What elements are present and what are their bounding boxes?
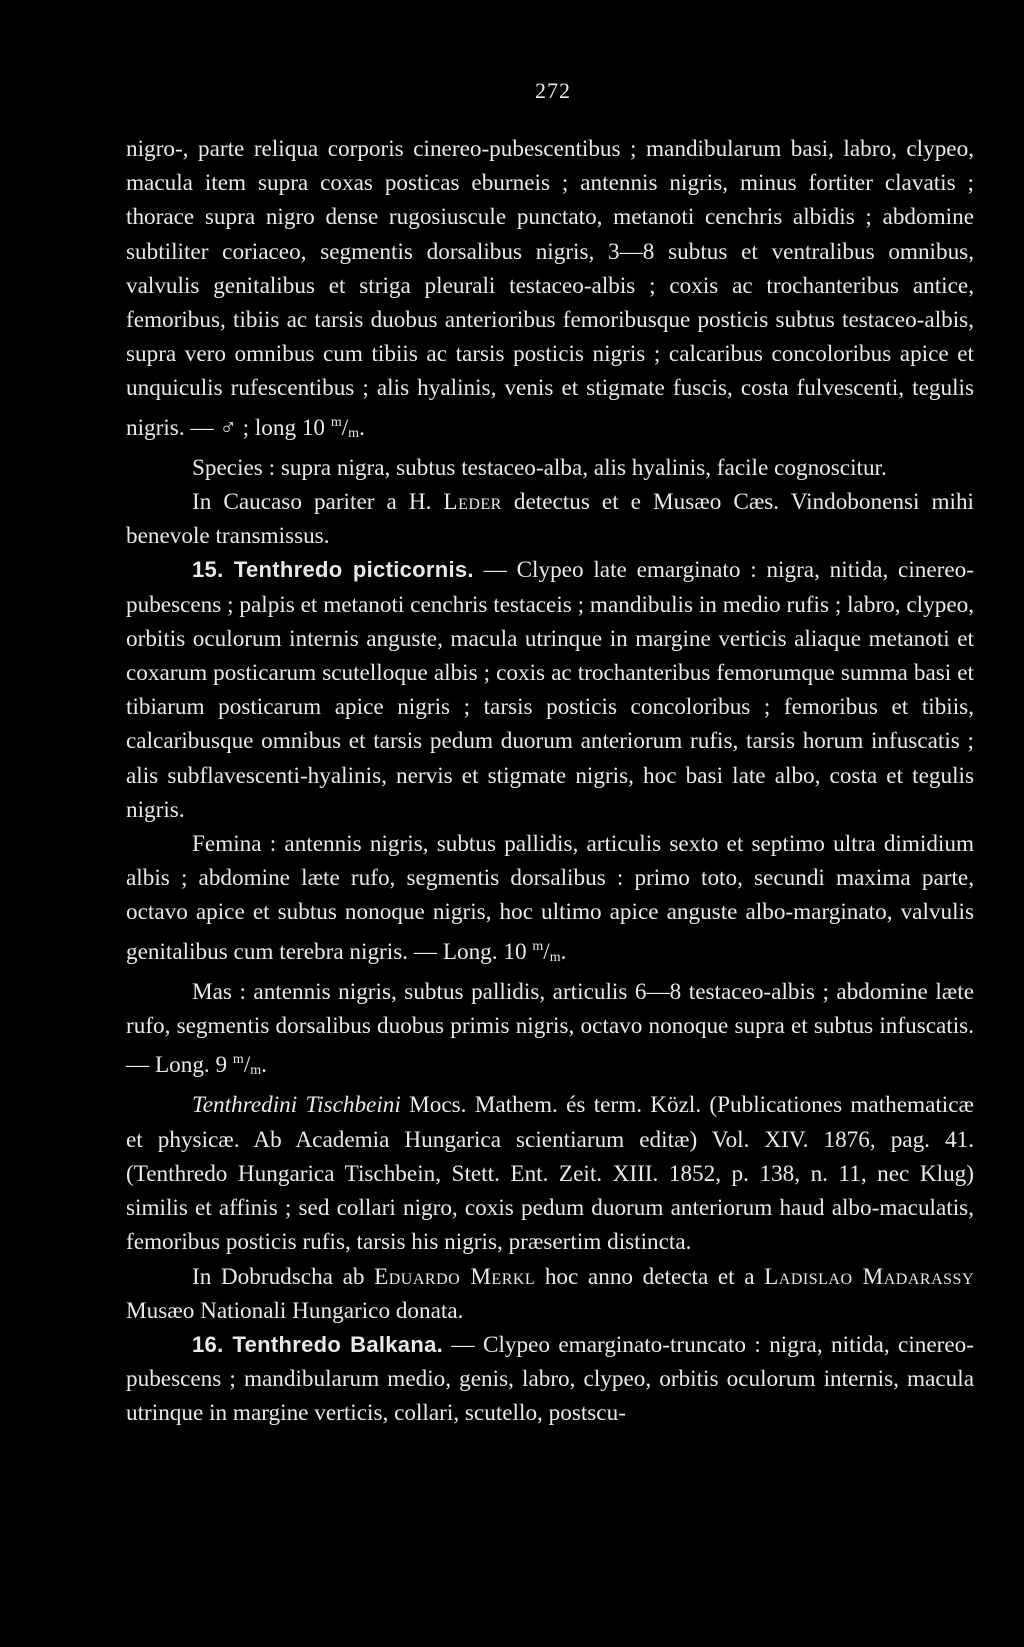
species-15-paragraph bbox=[126, 553, 974, 827]
description-text: nigro-, parte reliqua corporis cinereo-pubescentibus ; mandibularum basi, labro, clypeo, macula item supra coxas posticas eburneis ; antennis nigris, minus fortiter clavatis ; thorace supra nigro dense rugosiuscule punctato, metanoti cenchris albidis ; abdomine subtiliter coriaceo, segmentis dorsalibus nigris, 3—8 subtus et ventralibus omnibus, valvulis genitalibus et striga pleurali testaceo-albis ; coxis ac trochanteribus antice, femoribus, tibiis ac tarsis duobus anterioribus femoribusque posticis subtus testaceo-albis, supra vero omnibus cum tibiis ac tarsis posticis nigris ; calcaribus concoloribus apice et unquiculis rufescentibus ; alis hyalinis, venis et stigmate fuscis, costa fulvescenti, tegulis nigris. — ♂ ; long 10 bbox=[126, 136, 974, 441]
unit-numerator: m bbox=[232, 1052, 244, 1068]
dobrudscha-text-b: hoc anno detecta et a bbox=[535, 1263, 765, 1290]
comparison-species-name: Tenthredini Tischbeini bbox=[192, 1092, 401, 1119]
locality-text-a: In Caucaso pariter a H. bbox=[192, 489, 444, 516]
unit-denominator: m bbox=[348, 425, 360, 441]
species-note-paragraph: Species : supra nigra, subtus testaceo-alba, alis hyalinis, facile cognoscitur. bbox=[192, 454, 887, 481]
description-paragraph bbox=[126, 132, 974, 451]
species-16-text: — Clypeo emarginato-truncato : nigra, nitida, cinereo-pubescens ; mandibularum medio, genis, labro, clypeo, orbitis oculorum internis, macula utrinque in margine verticis, collari, scutello, postscu- bbox=[126, 1331, 974, 1427]
dobrudscha-paragraph bbox=[126, 1260, 974, 1328]
femina-paragraph bbox=[126, 827, 974, 975]
body-text bbox=[126, 132, 974, 1431]
species-15-heading: 15. Tenthredo picticornis. bbox=[192, 557, 474, 583]
mas-end: . bbox=[261, 1052, 267, 1079]
unit-mm: $^m/_m$ bbox=[330, 414, 360, 441]
collector-name: Leder bbox=[443, 489, 502, 516]
document-page bbox=[126, 0, 974, 1647]
femina-text: Femina : antennis nigris, subtus pallidis, articulis sexto et septimo ultra dimidium albis ; abdomine læte rufo, segmentis dorsalibus : primo toto, secundi maxima parte, octavo apice et subtus nonoque nigris, hoc ultimo apice anguste albo-marginato, valvulis genitalibus cum terebra nigris. — Long. 10 bbox=[126, 831, 974, 965]
femina-end: . bbox=[560, 938, 567, 965]
unit-mm: $^m/_m$ bbox=[232, 1052, 262, 1079]
unit-mm: $^m/_m$ bbox=[532, 938, 561, 965]
dobrudscha-text-a: In Dobrudscha ab bbox=[192, 1263, 375, 1290]
species-16-paragraph bbox=[126, 1328, 974, 1431]
species-15-text: — Clypeo late emarginato : nigra, nitida, cinereo-pubescens ; palpis et metanoti cenchris testaceis ; mandibulis in medio rufis ; labro, clypeo, orbitis oculorum internis anguste, macula utrinque in margine verticis aliaque metanoti et coxarum posticarum scutelloque albis ; coxis ac trochanteribus femorumque summa basi et tibiarum posticarum apice nigris ; tarsis posticis concoloribus ; femoribus et tibiis, calcaribusque omnibus et tarsis pedum duorum anteriorum rufis, tarsis horum infuscatis ; alis subflavescenti-hyalinis, nervis et stigmate nigris, hoc basi late albo, costa et tegulis nigris. bbox=[126, 557, 974, 823]
locality-text-b: detectus et e Musæo Cæs. Vindobonensi mihi benevole transmissus. bbox=[126, 489, 974, 550]
collector-name-merkl: Eduardo Merkl bbox=[374, 1263, 536, 1290]
unit-numerator: m bbox=[330, 414, 342, 430]
unit-denominator: m bbox=[549, 949, 561, 965]
unit-denominator: m bbox=[250, 1063, 262, 1079]
locality-paragraph bbox=[126, 485, 974, 553]
dobrudscha-text-c: Musæo Nationali Hungarico donata. bbox=[126, 1297, 464, 1324]
comparison-text: Mocs. Mathem. és term. Közl. (Publicationes mathematicæ et physicæ. Ab Academia Hungarica scientiarum editæ) Vol. XIV. 1876, pag. 41. (Tenthredo Hungarica Tischbein, Stett. Ent. Zeit. XIII. 1852, p. 138, n. 11, nec Klug) similis et affinis ; sed collari nigro, coxis pedum duorum anteriorum haud albo-maculatis, femoribus posticis rufis, tarsis his nigris, præsertim distincta. bbox=[126, 1092, 975, 1256]
unit-numerator: m bbox=[532, 938, 544, 954]
page-number: 272 bbox=[535, 78, 571, 103]
description-end: . bbox=[359, 414, 365, 441]
mas-text: Mas : antennis nigris, subtus pallidis, articulis 6—8 testaceo-albis ; abdomine læte rufo, segmentis dorsalibus duobus primis nigris, octavo nonoque supra et subtus infuscatis. — Long. 9 bbox=[126, 978, 974, 1079]
species-16-heading: 16. Tenthredo Balkana. bbox=[192, 1331, 444, 1357]
donor-name-madarassy: Ladislao Madarassy bbox=[764, 1263, 974, 1290]
mas-paragraph bbox=[126, 975, 974, 1089]
comparison-paragraph bbox=[126, 1088, 974, 1259]
